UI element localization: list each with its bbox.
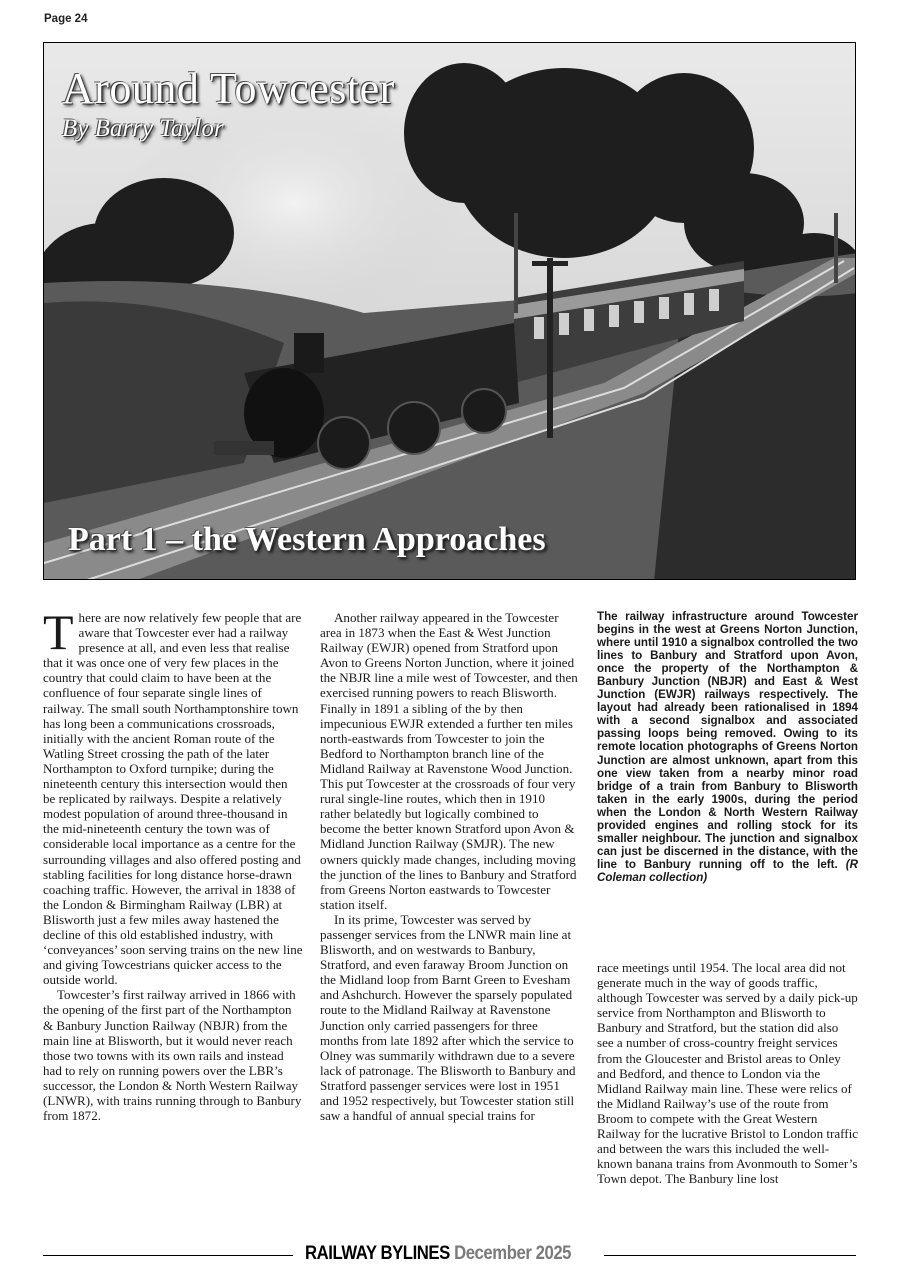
footer-rule-right bbox=[604, 1255, 856, 1256]
steam-train-photograph bbox=[43, 42, 856, 580]
footer-masthead bbox=[305, 1243, 571, 1265]
article-title: Around Towcester bbox=[62, 64, 395, 113]
drop-cap: T bbox=[43, 604, 74, 660]
page-footer bbox=[43, 1243, 856, 1267]
part-heading: Part 1 – the Western Approaches bbox=[68, 521, 546, 558]
column-2 bbox=[320, 610, 578, 1123]
telegraph-pole bbox=[514, 213, 518, 313]
paragraph: Another railway appeared in the Towcester area in 1873 when the East & West Junction Railway (EWJR) opened from Stratford upon Avon to Greens Norton Junction, where it joined the NBJR line a mile west of Towcester, and then exercised running powers to reach Blisworth. Finally in 1891 a sibling of the by then impecunious EWJR extended a further ten miles north-eastwards from Towcester to join the Bedford to Northampton branch line of the Midland Railway at Ravenstone Wood Junction. This put Towcester at the crossroads of four very rural single-line routes, which then in 1910 rather belatedly but logically combined to become the better known Stratford upon Avon & Midland Junction Railway (SMJR). The new owners quickly made changes, including moving the junction of the lines to Banbury and Stratford from Greens Norton eastwards to Towcester station itself. bbox=[320, 610, 578, 912]
distant-signal bbox=[834, 213, 838, 283]
paragraph: race meetings until 1954. The local area did not generate much in the way of goods traffic, although Towcester was served by a daily pick-up service from Northampton and Blisworth to Banbury and Stratford, but the station did also see a number of cross-country freight services from the Gloucester and Bristol areas to Onley and Bedford, and thence to London via the Midland Railway main line. These were relics of the Midland Railway’s use of the route from Broom to compete with the Great Western Railway for the lucrative Bristol to London traffic and between the wars this included the well-known banana trains from Avonmouth to Somer’s Town depot. The Banbury line lost bbox=[597, 960, 858, 1187]
author-byline: By Barry Taylor bbox=[62, 115, 224, 142]
signal-post bbox=[547, 258, 553, 438]
caption-text: The railway infrastructure around Towcester begins in the west at Greens Norton Junction, where until 1910 a signalbox controlled the two lines to Banbury and Stratford upon Avon, once the property of the Northampton & Banbury Junction (NBJR) and East & West Junction (EWJR) railways respectively. The layout had already been rationalised in 1894 with a second signalbox and associated passing loops being removed. Owing to its remote location photographs of Greens Norton Junction are almost unknown, apart from this one view taken from a nearby minor road bridge of a train from Banbury to Blisworth taken in the early 1900s, during the period when the London & North Western Railway provided engines and rolling stock for its smaller neighbour. The junction and signalbox can just be discerned in the distance, with the line to Banbury running off to the left. bbox=[597, 610, 858, 871]
column-3 bbox=[597, 960, 858, 1186]
column-1 bbox=[43, 604, 303, 1124]
magazine-name: RAILWAY BYLINES bbox=[305, 1243, 450, 1264]
paragraph-text: here are now relatively few people that are aware that Towcester ever had a railway presence at all, and even less that realise that it was once one of very few places in the country that could claim to have been at the confluence of four separate single lines of railway. The small south Northamptonshire town has long been a communications crossroads, initially with the ancient Roman route of the Watling Street crossing the path of the later Northampton to Oxford turnpike; during the nineteenth century this intersection would then be replicated by railways. Despite a relatively modest population of around three-thousand in the mid-nineteenth century the town was of considerable local importance as a centre for the surrounding villages and also offered posting and stabling facilities for long distance horse-drawn coaching traffic. However, the arrival in 1838 of the London & Birmingham Railway (LBR) at Blisworth just a few miles away hastened the decline of this old established industry, with ‘conveyances’ soon serving trains on the new line and giving Towcestrians quicker access to the outside world. bbox=[43, 610, 303, 988]
issue-date: December 2025 bbox=[454, 1243, 572, 1264]
paragraph: In its prime, Towcester was served by passenger services from the LNWR main line at Blisworth, and on westwards to Banbury, Stratford, and even faraway Broom Junction on the Midland loop from Barnt Green to Evesham and Ashchurch. However the sparsely populated route to the Midland Railway at Ravenstone Junction only carried passengers for three months from late 1892 after which the service to Olney was summarily withdrawn due to a severe lack of patronage. The Blisworth to Banbury and Stratford passenger services were lost in 1951 and 1952 respectively, but Towcester station still saw a handful of annual special trains for bbox=[320, 911, 576, 1124]
paragraph bbox=[43, 604, 303, 988]
footer-rule-left bbox=[43, 1255, 293, 1256]
photo-caption bbox=[597, 610, 858, 884]
page-number: Page 24 bbox=[44, 13, 88, 25]
photo-credit: (R Coleman collection) bbox=[597, 857, 858, 884]
paragraph: Towcester’s first railway arrived in 1866 with the opening of the first part of the Northampton & Banbury Junction Railway (NBJR) from the main line at Blisworth, but it would never reach those two towns with its own rails and instead had to rely on running powers over the LBR’s successor, the London & North Western Railway (LNWR), with trains running through to Banbury from 1872. bbox=[43, 987, 302, 1124]
